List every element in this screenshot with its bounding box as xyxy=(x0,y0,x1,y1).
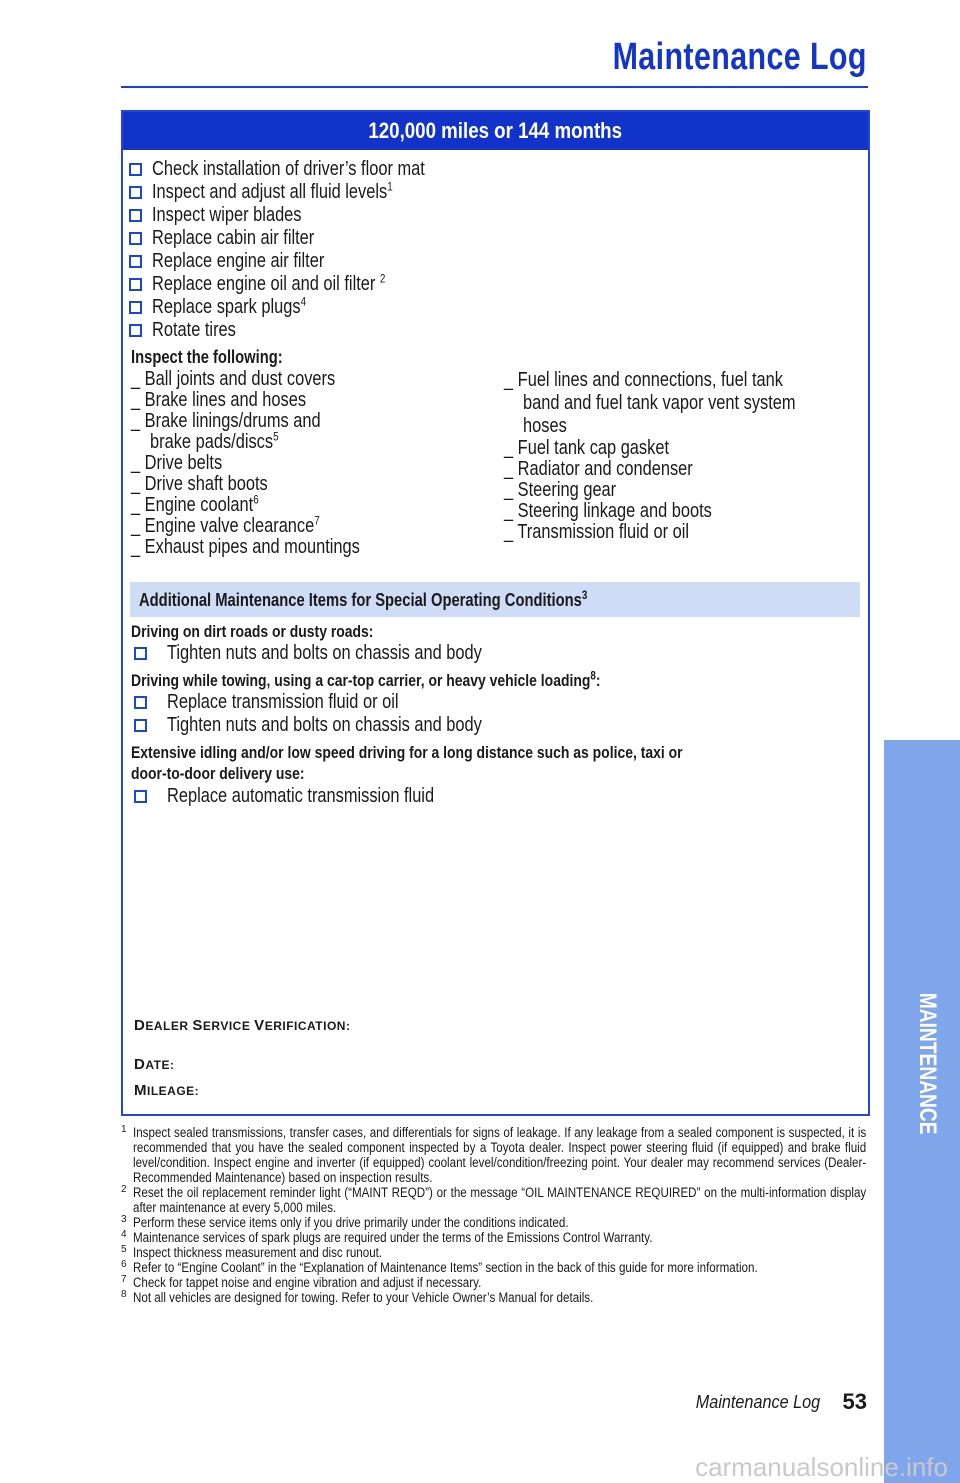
inspect-list-right xyxy=(504,369,855,543)
mileage-label: MILEAGE: xyxy=(134,1082,200,1099)
footnote: 1 Inspect sealed transmissions, transfer cases, and differentials for signs of leakage. If any leakage from a sealed component is suspected, it is recommended that you have the sealed component inspected by a Toyota dealer. Inspect power steering fluid (if equipped) and brake fluid level/condition. Inspect engine and inverter (if equipped) coolant level/condition/freezing point. Your dealer may recommend services (Dealer-Recommended Maintenance) based on inspection results. xyxy=(121,1124,867,1185)
inspect-item: _ Brake lines and hoses xyxy=(131,389,307,411)
checkbox[interactable] xyxy=(134,696,147,709)
inspect-item: _ Engine coolant$^6$ xyxy=(131,492,259,516)
inspect-item: _ Steering linkage and boots xyxy=(504,500,712,522)
checkbox[interactable] xyxy=(129,255,142,268)
footnote: 3 Perform these service items only if you drive primarily under the conditions indicated. xyxy=(121,1214,569,1230)
inspect-item: _ Drive belts xyxy=(131,452,223,474)
side-tab-label: MAINTENANCE xyxy=(914,992,941,1135)
inspect-item: band and fuel tank vapor vent system xyxy=(523,392,796,414)
checkbox[interactable] xyxy=(129,301,142,314)
inspect-item: _ Transmission fluid or oil xyxy=(504,521,690,543)
footnote: 6 Refer to “Engine Coolant” in the “Explanation of Maintenance Items” section in the back of this guide for more information. xyxy=(121,1259,758,1275)
footnote: 2 Reset the oil replacement reminder light (“MAINT REQD”) or the message “OIL MAINTENANCE REQUIRED” on the multi-information display after maintenance at every 5,000 miles. xyxy=(121,1184,867,1215)
checkbox[interactable] xyxy=(129,209,142,222)
footnote: 8 Not all vehicles are designed for towing. Refer to your Vehicle Owner’s Manual for details. xyxy=(121,1289,594,1305)
inspect-item: _ Steering gear xyxy=(504,479,617,501)
inspect-item: _ Brake linings/drums and xyxy=(131,410,321,432)
footnote: 7 Check for tappet noise and engine vibration and adjust if necessary. xyxy=(121,1274,482,1290)
inspect-item: _ Fuel tank cap gasket xyxy=(504,437,670,459)
page-title: Maintenance Log xyxy=(612,36,867,78)
checklist-item: Inspect wiper blades xyxy=(129,204,485,227)
inspect-item: brake pads/discs$^5$ xyxy=(150,429,279,453)
checklist-item: Rotate tires xyxy=(129,319,485,342)
checkbox[interactable] xyxy=(134,790,147,803)
footnotes xyxy=(121,1125,868,1305)
condition-heading: Extensive idling and/or low speed driving for a long distance such as police, taxi or xyxy=(131,743,683,762)
condition-heading: door-to-door delivery use: xyxy=(131,764,305,783)
condition-item: Tighten nuts and bolts on chassis and body xyxy=(131,714,551,737)
checkbox[interactable] xyxy=(134,719,147,732)
inspect-heading: Inspect the following: xyxy=(131,347,283,367)
page-number: 53 xyxy=(842,1389,867,1414)
interval-header: 120,000 miles or 144 months xyxy=(123,112,868,150)
inspect-item: hoses xyxy=(523,415,567,437)
inspect-item: _ Exhaust pipes and mountings xyxy=(131,536,360,558)
checklist-item: Inspect and adjust all fluid levels$^1$ xyxy=(129,181,485,204)
dealer-service-verification-label: DEALER SERVICE VERIFICATION: xyxy=(134,1017,351,1034)
inspect-item: _ Radiator and condenser xyxy=(504,458,693,480)
condition-item: Replace automatic transmission fluid xyxy=(131,785,493,808)
special-conditions-heading: Additional Maintenance Items for Special Operating Conditions$^3$ xyxy=(130,582,860,617)
checklist-item: Replace cabin air filter xyxy=(129,227,485,250)
checkbox[interactable] xyxy=(134,647,147,660)
inspect-item: _ Fuel lines and connections, fuel tank xyxy=(504,369,783,391)
inspect-item: _ Ball joints and dust covers xyxy=(131,368,336,390)
checkbox[interactable] xyxy=(129,324,142,337)
checklist-item: Check installation of driver’s floor mat xyxy=(129,158,485,181)
checklist-item: Replace engine oil and oil filter $^2$ xyxy=(129,273,485,296)
date-label: DATE: xyxy=(134,1056,175,1073)
footnote: 5 Inspect thickness measurement and disc runout. xyxy=(121,1244,383,1260)
maintenance-log-box xyxy=(121,110,870,1116)
condition-heading: Driving while towing, using a car-top carrier, or heavy vehicle loading$^8$: xyxy=(131,668,601,690)
title-divider xyxy=(121,86,868,88)
footer-section-label: Maintenance Log xyxy=(695,1392,820,1412)
footnote: 4 Maintenance services of spark plugs are required under the terms of the Emissions Control Warranty. xyxy=(121,1229,653,1245)
checklist-item: Replace engine air filter xyxy=(129,250,485,273)
inspect-item: _ Drive shaft boots xyxy=(131,473,268,495)
watermark: carmanualsonline.info xyxy=(695,1452,948,1482)
checkbox[interactable] xyxy=(129,163,142,176)
inspect-list-left xyxy=(131,369,410,558)
checkbox[interactable] xyxy=(129,278,142,291)
condition-item: Tighten nuts and bolts on chassis and body xyxy=(131,642,551,665)
condition-item: Replace transmission fluid or oil xyxy=(131,691,449,714)
condition-heading: Driving on dirt roads or dusty roads: xyxy=(131,622,374,641)
checkbox[interactable] xyxy=(129,186,142,199)
service-checklist xyxy=(129,158,485,342)
checkbox[interactable] xyxy=(129,232,142,245)
checklist-item: Replace spark plugs$^4$ xyxy=(129,296,485,319)
inspect-item: _ Engine valve clearance$^7$ xyxy=(131,513,320,537)
